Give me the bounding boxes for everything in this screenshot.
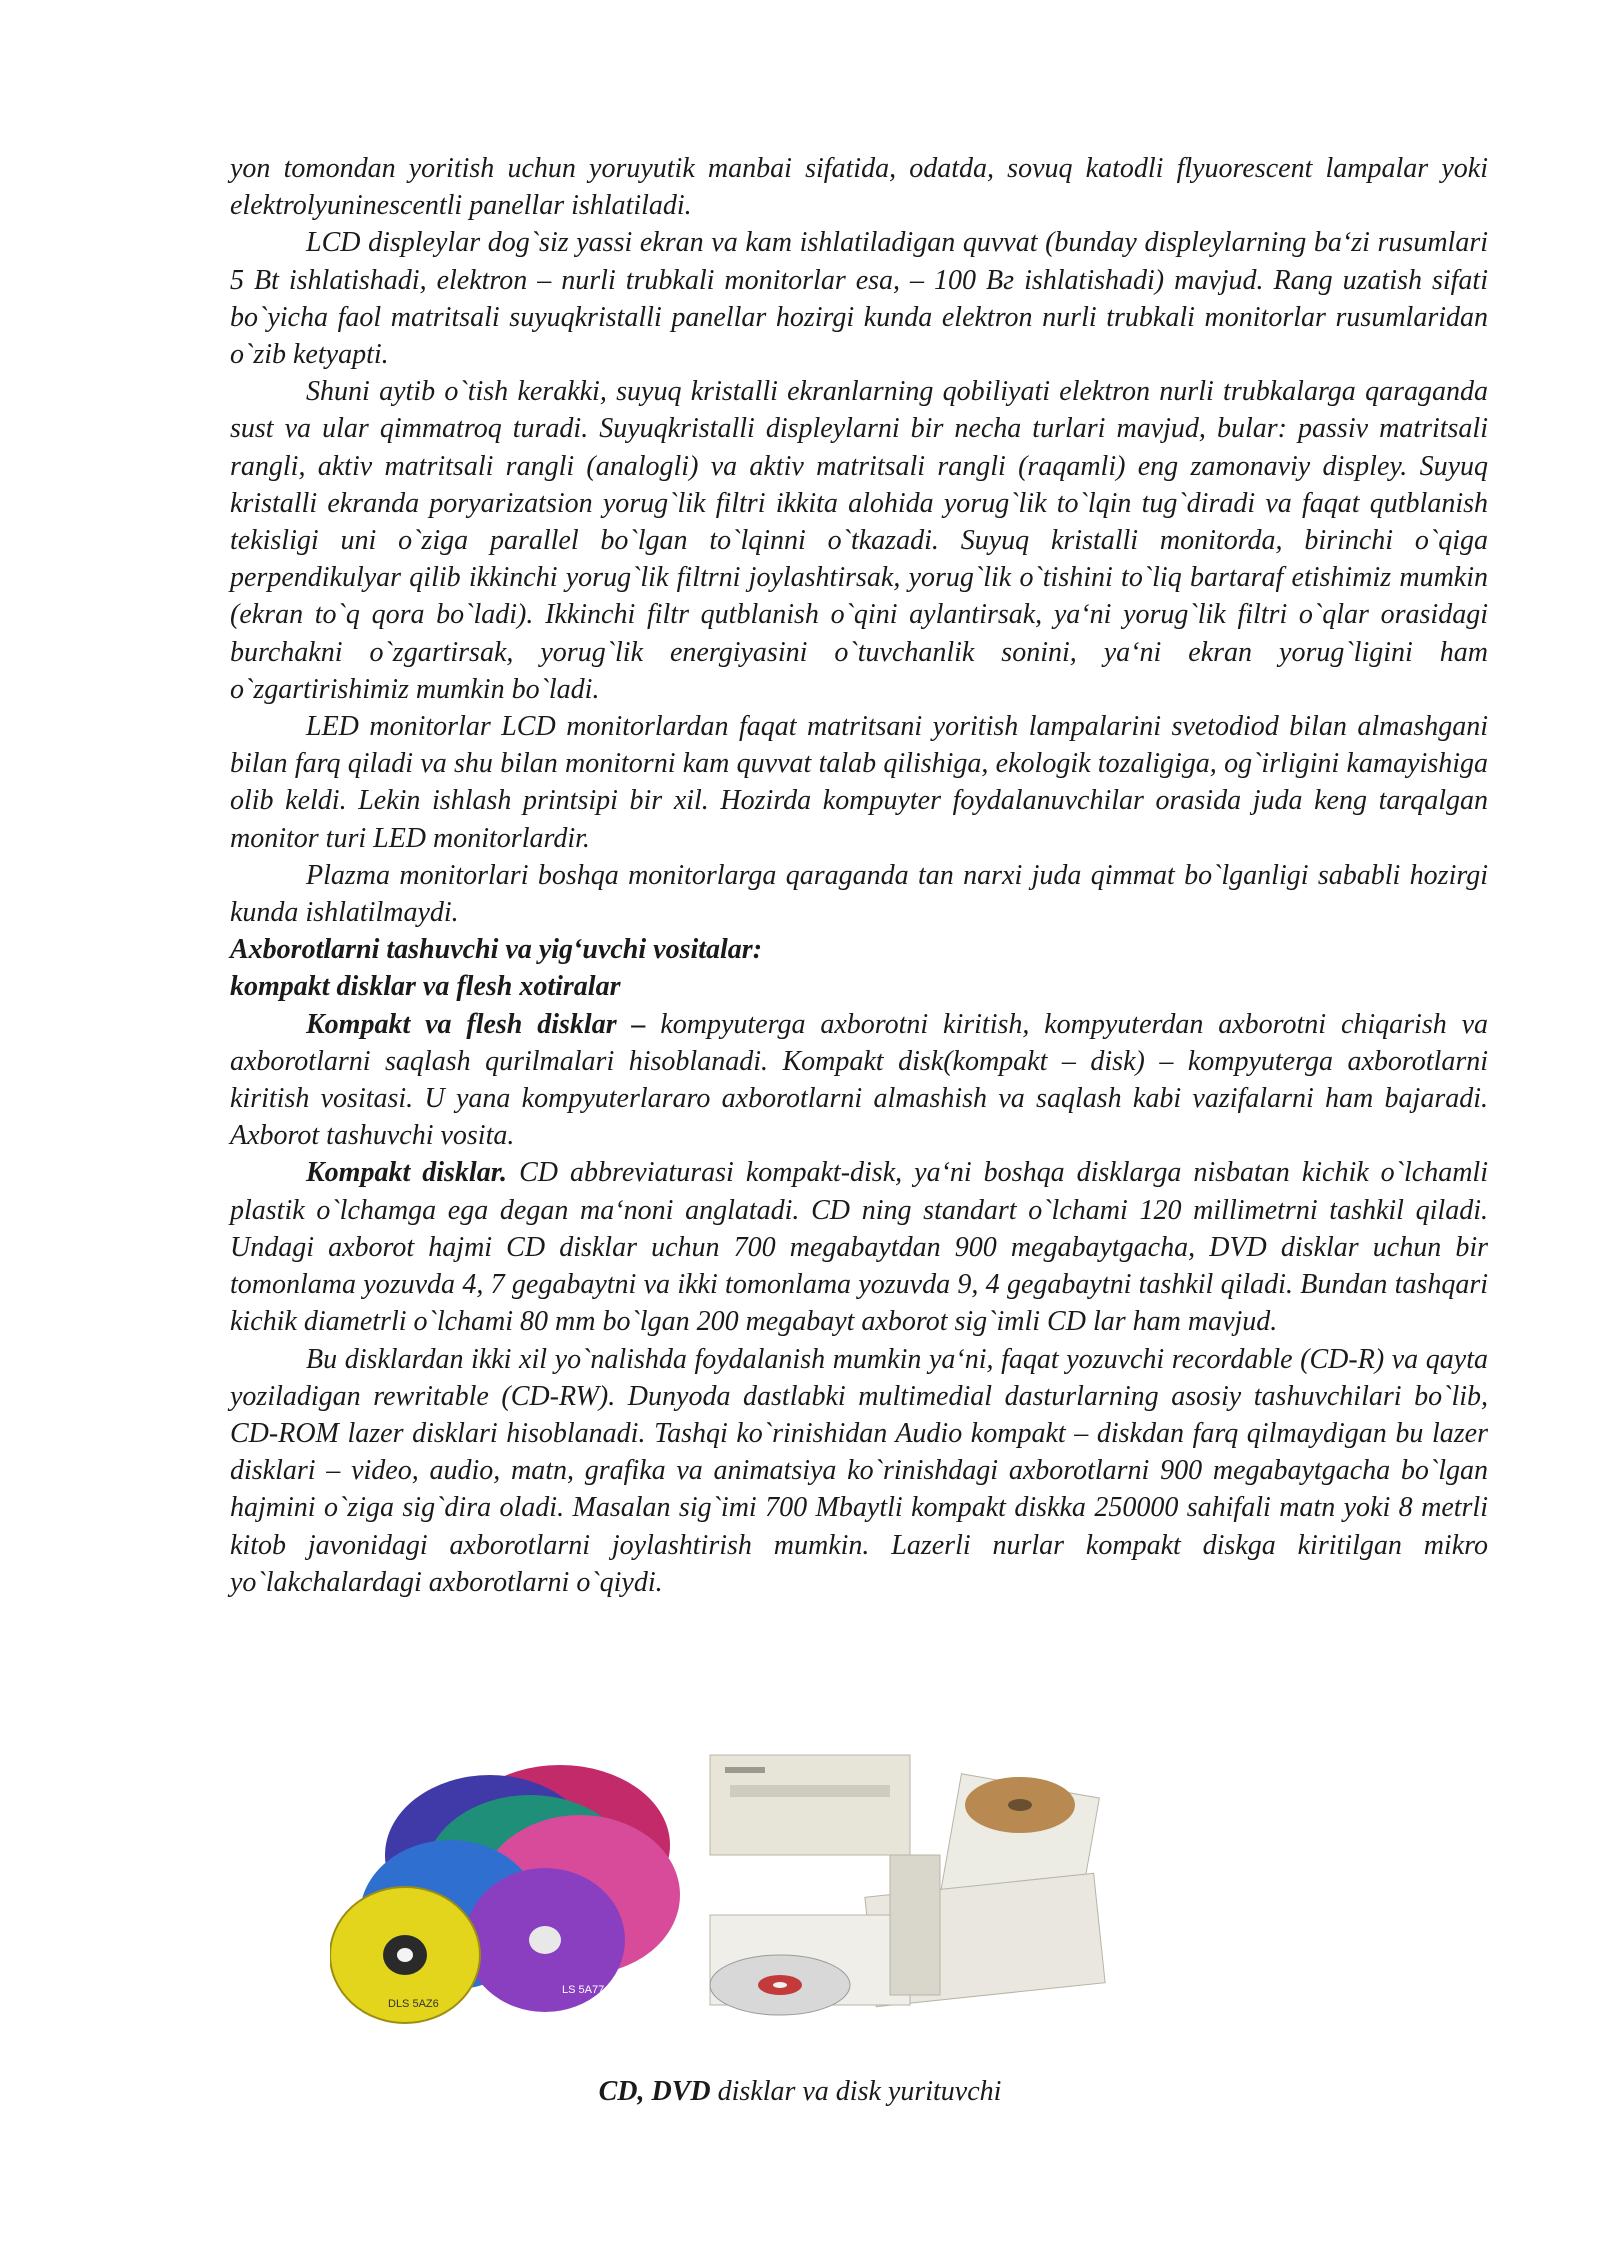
paragraph-8: Bu disklardan ikki xil yo`nalishda foydalanish mumkin ya‘ni, faqat yozuvchi recordable (CD-R) va qayta yoziladigan rewritable (CD-RW). Dunyoda dastlabki multimedial dasturlarning asosiy tashuvchilari bo`lib, CD-ROM lazer disklari hisoblanadi. Tashqi ko`rinishidan Audio kompakt – diskdan farq qilmaydigan bu lazer disklari – video, audio, matn, grafika va animatsiya ko`rinishdagi axborotlarni 900 megabaytgacha bo`lgan hajmini o`ziga sig`dira oladi. Masalan sig`imi 700 Mbaytli kompakt diskka 250000 sahifali matn yoki 8 metrli kitob javonidagi axborotlarni joylashtirish mumkin. Lazerli nurlar kompakt diskga kiritilgan mikro yo`lakchalardagi axborotlarni o`qiydi. [230,1343,1488,1598]
term-kompakt-flesh: Kompakt va flesh disklar – [306,1008,646,1040]
paragraph-7 [230,1154,1488,1340]
paragraph-2: LCD displeylar dog`siz yassi ekran va kam ishlatiladigan quvvat (bunday displeylarning ba‘zi rusumlari 5 Bt ishlatishadi, elektron – nurli trubkali monitorlar esa, – 100 Bг ishlatishadi) mavjud. Rang uzatish sifati bo`yicha faol matritsali suyuqkristalli panellar hozirgi kunda elektron nurli trubkali monitorlar rusumlaridan o`zib ketyapti. [230,227,1488,371]
disc-stack-image [330,1765,680,2023]
paragraph-7-text: CD abbreviaturasi kompakt-disk, ya‘ni boshqa disklarga nisbatan kichik o`lchamli plastik o`lchamga ega degan ma‘noni anglatadi. CD ning standart o`lchami 120 millimetrni tashkil qiladi. Undagi axborot hajmi CD disklar uchun 700 megabaytdan 900 megabaytgacha, DVD disklar uchun bir tomonlama yozuvda 4, 7 gegabaytni va ikki tomonlama yozuvda 9, 4 gegabaytni tashkil qiladi. Bundan tashqari kichik diametrli o`lchami 80 mm bo`lgan 200 megabayt axborot sig`imli CD lar ham mavjud. [230,1157,1488,1338]
disc-label-1: DLS 5AZ6 [388,1998,439,2010]
caption-text: disklar va disk yurituvchi [710,2076,1002,2107]
paragraph-4: LED monitorlar LCD monitorlardan faqat matritsani yoritish lampalarini svetodiod bilan almashgani bilan farq qiladi va shu bilan monitorni kam quvvat talab qilishiga, ekologik tozaligiga, og`irligini kamayishiga olib keldi. Lekin ishlash printsipi bir xil. Hozirda kompuyter foydalanuvchilar orasida juda keng tarqalgan monitor turi LED monitorlardir. [230,711,1488,854]
section-heading-line-2: kompakt disklar va flesh xotiralar [230,971,621,1003]
document-body [230,150,1488,1601]
paragraph-6-text: kompyuterga axborotni kiritish, kompyuterdan axborotni chiqarish va axborotlarni saqlash qurilmalari hisoblanadi. Kompakt disk(kompakt – disk) – kompyuterga axborotlarni kiritish vositasi. U yana kompyuterlararo axborotlarni almashish va saqlash kabi vazifalarni ham bajaradi. Axborot tashuvchi vosita. [230,1008,1489,1152]
figure-caption [0,2076,1600,2108]
figure-illustration [330,1745,1150,2045]
disc-label-2: LS 5A77 [562,1984,605,1996]
section-heading-line-1: Axborotlarni tashuvchi va yig‘uvchi vositalar: [230,934,763,966]
cd-dvd-figure [330,1745,1150,2045]
caption-bold: CD, DVD [598,2076,711,2107]
paragraph-5: Plazma monitorlari boshqa monitorlarga qaraganda tan narxi juda qimmat bo`lganligi sababli hozirgi kunda ishlatilmaydi. [230,859,1488,929]
paragraph-6 [230,1006,1488,1155]
disk-drives-image [710,1755,1105,2015]
paragraph-1: yon tomondan yoritish uchun yoruyutik manbai sifatida, odatda, sovuq katodli flyuorescent lampalar yoki elektrolyuninescentli panellar ishlatiladi. [230,153,1488,222]
paragraph-3: Shuni aytib o`tish kerakki, suyuq kristalli ekranlarning qobiliyati elektron nurli trubkalarga qaraganda sust va ular qimmatroq turadi. Suyuqkristalli displeylarni bir necha turlari mavjud, bular: passiv matritsali rangli, aktiv matritsali rangli (analogli) va aktiv matritsali rangli (raqamli) eng zamonaviy displey. Suyuq kristalli ekranda poryarizatsion yorug`lik filtri ikkita alohida yorug`lik to`lqin tug`diradi va faqat qutblanish tekisligi uni o`ziga parallel bo`lgan to`lqinni o`tkazadi. Suyuq kristalli monitorda, birinchi o`qiga perpendikulyar qilib ikkinchi yorug`lik filtrni joylashtirsak, yorug`lik o`tishini to`liq bartaraf etishimiz mumkin (ekran to`q qora bo`ladi). Ikkinchi filtr qutblanish o`qini aylantirsak, ya‘ni yorug`lik filtri o`qlar orasidagi burchakni o`zgartirsak, yorug`lik energiyasini o`tuvchanlik sonini, ya‘ni ekran yorug`ligini ham o`zgartirishimiz mumkin bo`ladi. [230,376,1488,705]
term-kompakt-disklar: Kompakt disklar. [306,1157,508,1189]
